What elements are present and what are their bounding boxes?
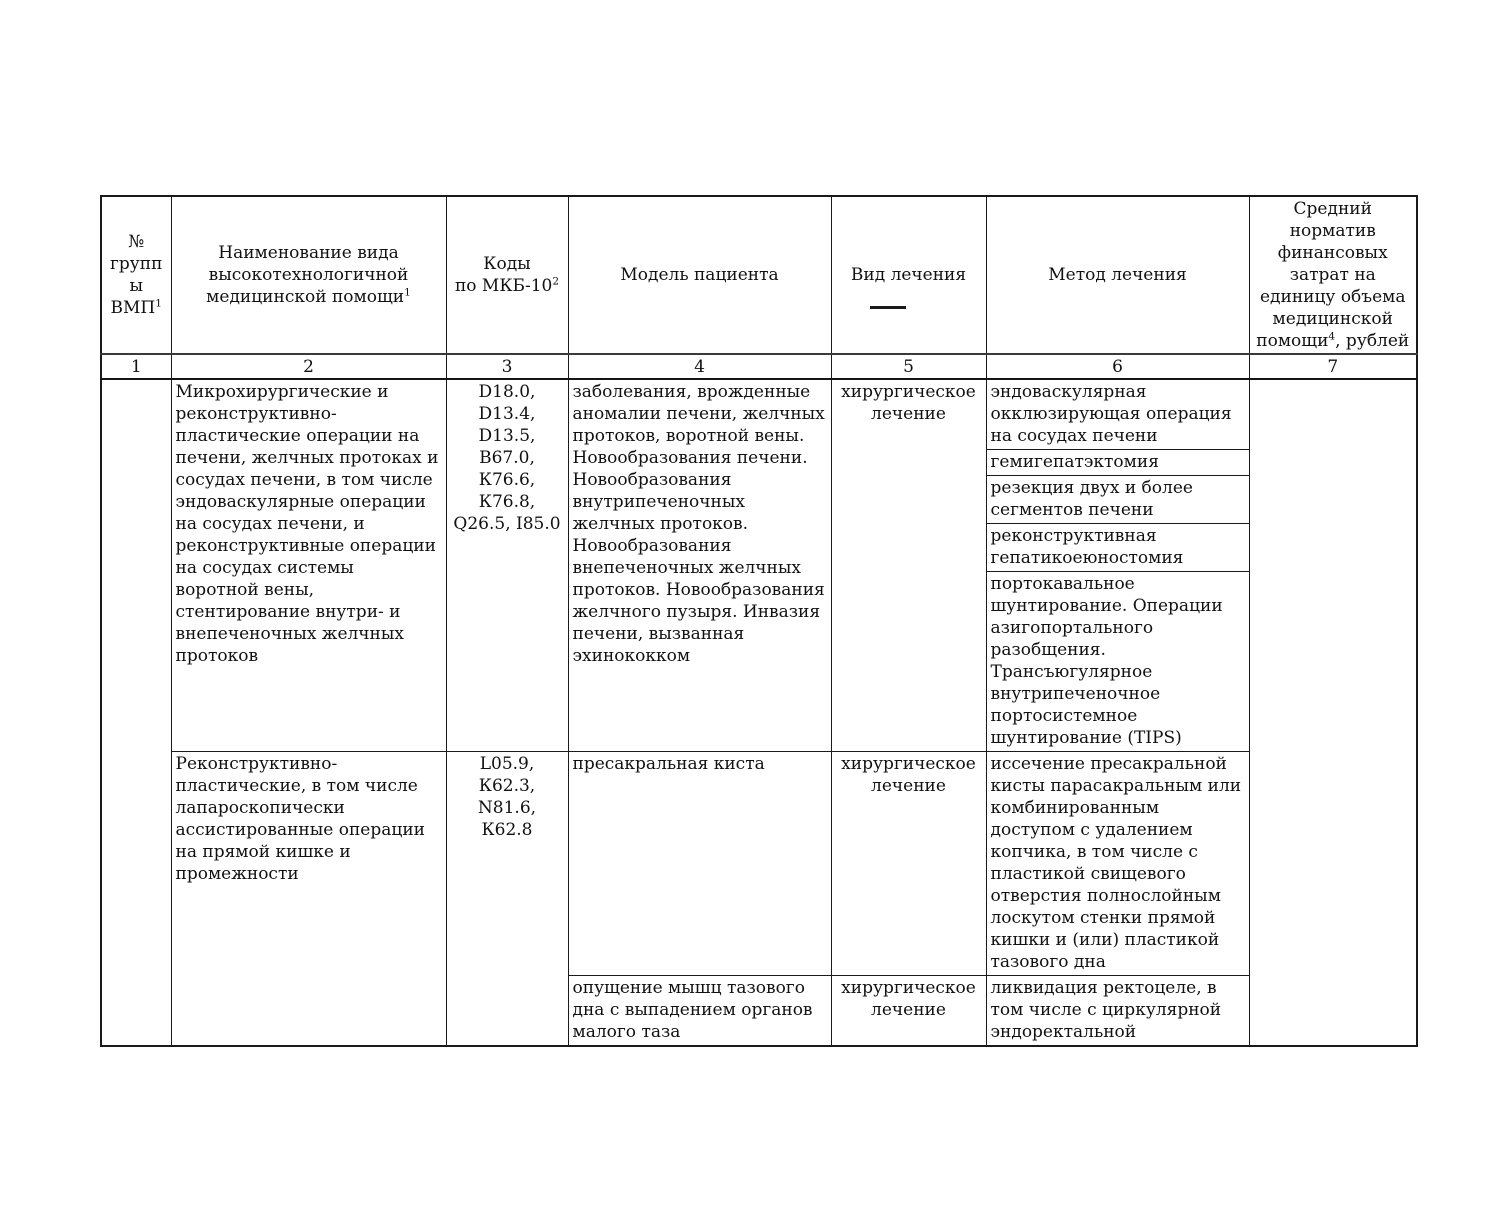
column-numbers-row — [101, 354, 1417, 379]
group2-case-row-1 — [101, 752, 1417, 976]
vmp-table-container — [100, 195, 1416, 1047]
col-header-vmp-name — [171, 196, 446, 354]
column-number-5: 5 — [831, 354, 986, 379]
group1-method-cell-2: гемигепатэктомия — [986, 450, 1249, 476]
col-header-group-no-text: № группы ВМП — [110, 232, 163, 318]
col-header-treatment-method — [986, 196, 1249, 354]
group2-vmp-name-cell: Реконструктивно-пластические, в том числе лапароскопически ассистированные операции на прямой кишке и промежности — [171, 752, 446, 1047]
group1-method-cell-4: реконструктивная гепатикоеюностомия — [986, 524, 1249, 572]
group2-treatment-type-cell-1: хирургическое лечение — [831, 752, 986, 976]
group2-patient-model-cell-1: пресакральная киста — [568, 752, 831, 976]
col-header-patient-model-text: Модель пациента — [620, 265, 779, 285]
col-header-patient-model — [568, 196, 831, 354]
table-header-row — [101, 196, 1417, 354]
footnote-marker-1b: 1 — [404, 286, 411, 299]
col-header-cost-standard-text2: , рублей — [1335, 331, 1410, 351]
group1-vmp-name-cell: Микрохирургические и реконструктивно-пластические операции на печени, желчных протоках и сосудах печени, в том числе эндоваскулярные операции на сосудах печени, и реконструктивные операции на сосудах системы воротной вены, стентирование внутри- и внепеченочных желчных протоков — [171, 379, 446, 752]
col-header-icd-codes-line1: Коды — [483, 254, 531, 274]
column-number-3: 3 — [446, 354, 568, 379]
column-number-2: 2 — [171, 354, 446, 379]
column-number-7: 7 — [1249, 354, 1417, 379]
col-header-group-no — [101, 196, 171, 354]
group1-icd-codes-cell: D18.0, D13.4, D13.5, B67.0, К76.6, К76.8, Q26.5, I85.0 — [446, 379, 568, 752]
col-header-treatment-type-text: Вид лечения — [850, 265, 967, 285]
group2-treatment-type-cell-2: хирургическое лечение — [831, 976, 986, 1047]
col-header-vmp-name-text: Наименование вида высокотехнологичной медицинской помощи — [206, 243, 409, 307]
col-header-treatment-type — [831, 196, 986, 354]
col-header-icd-codes — [446, 196, 568, 354]
group1-patient-model-cell: заболевания, врожденные аномалии печени, желчных протоков, воротной вены. Новообразования печени. Новообразования внутрипеченочных желчных протоков. Новообразования внепеченочных желчных протоков. Новообразования желчного пузыря. Инвазия печени, вызванная эхинококком — [568, 379, 831, 752]
group1-method-row-1 — [101, 379, 1417, 450]
group1-method-cell-1: эндоваскулярная окклюзирующая операция на сосудах печени — [986, 379, 1249, 450]
footnote-marker-4: 4 — [1328, 330, 1336, 343]
group1-treatment-type-cell: хирургическое лечение — [831, 379, 986, 752]
col-header-icd-codes-line2: по МКБ-10 — [454, 276, 553, 296]
footnote-marker-1: 1 — [155, 297, 162, 310]
col-header-cost-standard — [1249, 196, 1417, 354]
column-number-4: 4 — [568, 354, 831, 379]
group2-icd-codes-cell: L05.9, К62.3, N81.6, К62.8 — [446, 752, 568, 1047]
cost-standard-cell — [1249, 379, 1417, 1046]
column-number-6: 6 — [986, 354, 1249, 379]
col-header-cost-standard-text: Средний норматив финансовых затрат на единицу объема медицинской помощи — [1256, 199, 1406, 351]
group2-patient-model-cell-2: опущение мышц тазового дна с выпадением органов малого таза — [568, 976, 831, 1047]
col-header-treatment-method-text: Метод лечения — [1048, 265, 1187, 285]
group2-method-cell-2: ликвидация ректоцеле, в том числе с циркулярной эндоректальной — [986, 976, 1249, 1047]
scan-artifact-dash — [870, 306, 906, 309]
group1-method-cell-3: резекция двух и более сегментов печени — [986, 476, 1249, 524]
column-number-1: 1 — [101, 354, 171, 379]
group-number-cell — [101, 379, 171, 1046]
group2-method-cell-1: иссечение пресакральной кисты парасакральным или комбинированным доступом с удалением копчика, в том числе с пластикой свищевого отверстия полнослойным лоскутом стенки прямой кишки и (или) пластикой тазового дна — [986, 752, 1249, 976]
group1-method-cell-5: портокавальное шунтирование. Операции азигопортального разобщения. Трансъюгулярное внутрипеченочное портосистемное шунтирование (TIPS) — [986, 572, 1249, 752]
footnote-marker-2: 2 — [552, 275, 560, 288]
vmp-table — [100, 195, 1418, 1047]
